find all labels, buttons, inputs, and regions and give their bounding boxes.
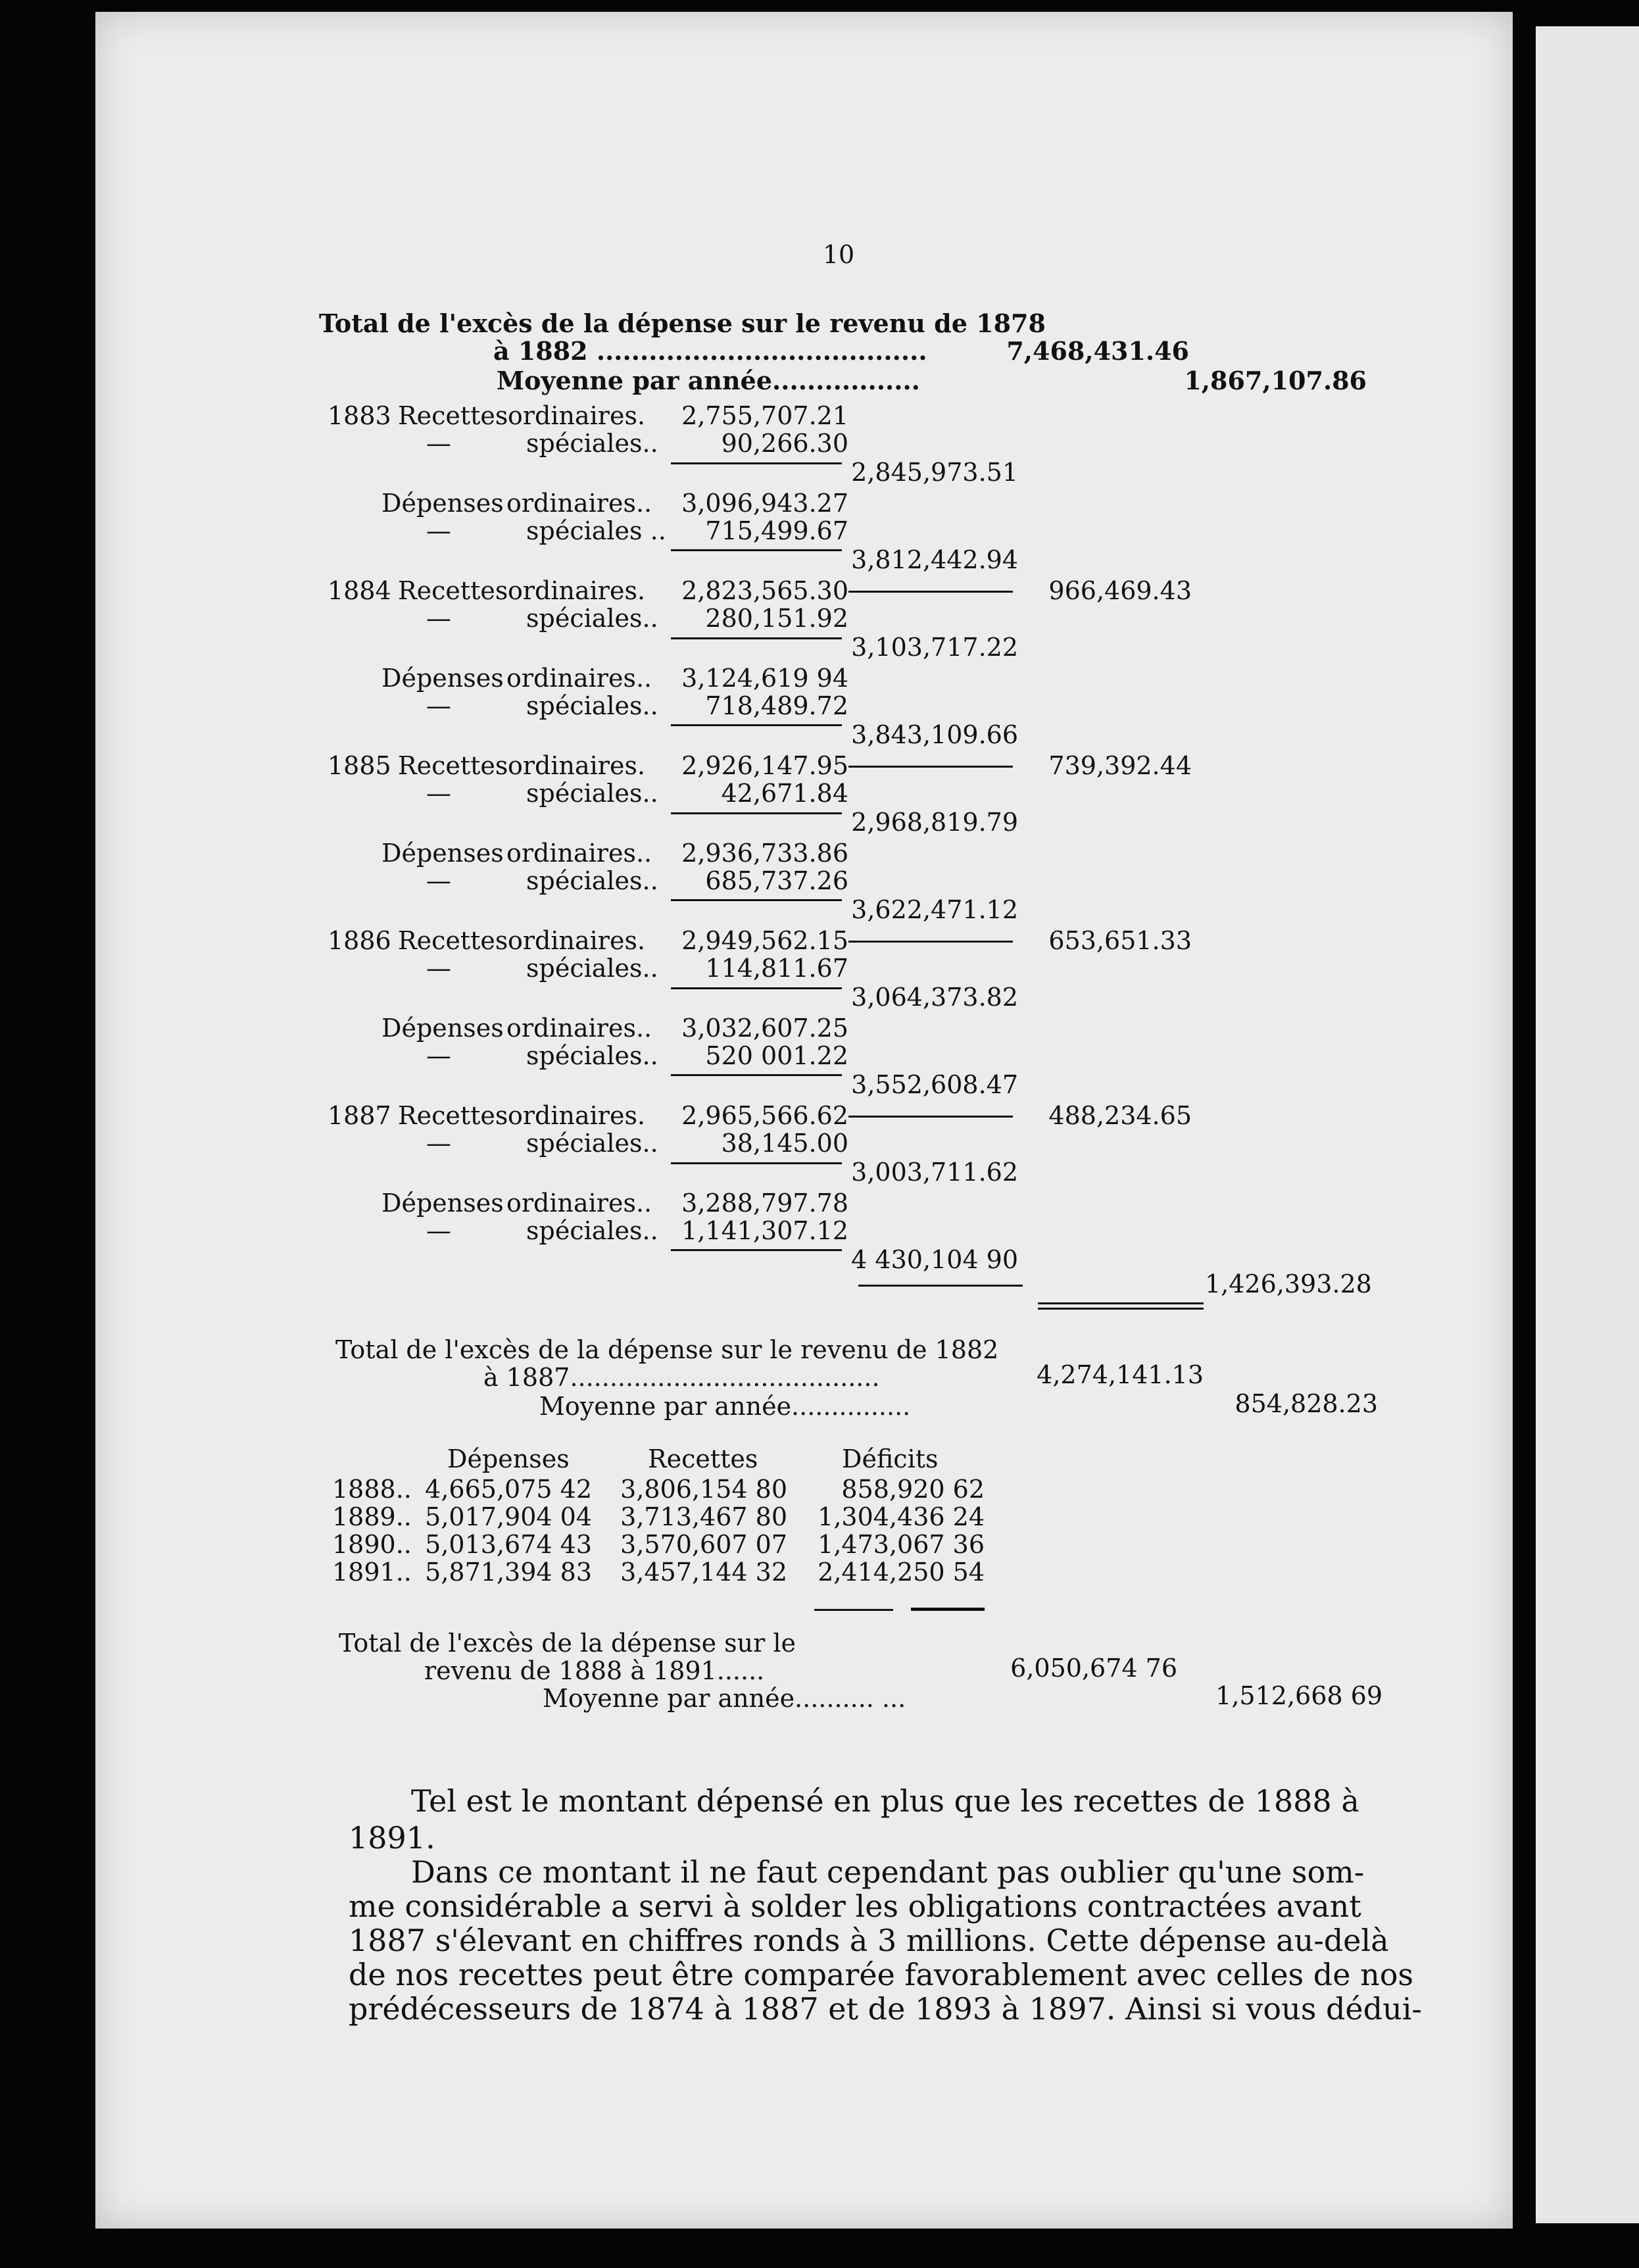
ledger-subtotal-rule: [671, 462, 842, 464]
ledger-subtotal-rule: [671, 1249, 842, 1251]
ledger-recettes-total: 2,968,819.79: [851, 808, 1018, 837]
ledger-depenses-ordinaires-label: ordinaires..: [506, 839, 652, 868]
deficit-leader-rule: [848, 941, 1013, 943]
ledger-depenses-total: 3,843,109.66: [851, 720, 1018, 749]
adjacent-page-edge: [1536, 26, 1639, 2223]
double-rule: [1038, 1308, 1204, 1310]
summary-1878-moyenne-label: Moyenne par année.................: [497, 366, 920, 395]
ledger-recettes-total: 2,845,973.51: [851, 458, 1018, 487]
ledger-dash: —: [426, 691, 451, 720]
ledger-recettes-speciales-value: 42,671.84: [721, 779, 848, 808]
table-row-deficits: 858,920 62: [841, 1475, 985, 1504]
ledger-subtotal-rule: [671, 899, 842, 901]
ledger-recettes-total: 3,103,717.22: [851, 633, 1018, 662]
ledger-deficit-1887: 1,426,393.28: [1205, 1270, 1372, 1298]
table-header-recettes: Recettes: [648, 1444, 758, 1473]
ledger-recettes-speciales-label: spéciales..: [526, 1129, 658, 1158]
ledger-depenses-speciales-label: spéciales..: [526, 1041, 658, 1070]
summary-1882-line2: à 1887.......................................: [483, 1363, 880, 1392]
ledger-year: 1883: [328, 401, 391, 430]
body-text-line: me considérable a servi à solder les obligations contractées avant: [349, 1888, 1361, 1924]
ledger-recettes-label: Recettes: [398, 1101, 508, 1130]
ledger-depenses-total: 3,552,608.47: [851, 1070, 1018, 1099]
body-text-line: 1891.: [349, 1820, 435, 1856]
ledger-depenses-speciales-value: 520 001.22: [705, 1041, 848, 1070]
ledger-year: 1887: [328, 1101, 391, 1130]
ledger-recettes-label: Recettes: [398, 926, 508, 955]
double-rule: [1038, 1302, 1204, 1304]
table-row-recettes: 3,570,607 07: [620, 1530, 787, 1559]
ledger-dash: —: [426, 429, 451, 458]
ledger-year: 1886: [328, 926, 391, 955]
ledger-depenses-label: Dépenses: [381, 664, 504, 693]
ledger-recettes-label: Recettes: [398, 576, 508, 605]
ledger-dash: —: [426, 1041, 451, 1070]
summary-1878-total: 7,468,431.46: [1006, 336, 1189, 366]
ledger-deficit: 488,234.65: [1048, 1101, 1192, 1130]
ledger-dash: —: [426, 604, 451, 633]
ledger-deficit: 739,392.44: [1048, 751, 1192, 780]
ledger-recettes-ordinaires-label: ordinaires.: [508, 401, 646, 430]
table-total-rule: [814, 1609, 893, 1611]
body-text-line: de nos recettes peut être comparée favorablement avec celles de nos: [349, 1957, 1414, 1992]
ledger-dash: —: [426, 779, 451, 808]
ledger-recettes-label: Recettes: [398, 401, 508, 430]
ledger-depenses-label: Dépenses: [381, 1189, 504, 1218]
deficit-leader-rule: [858, 1285, 1023, 1287]
ledger-recettes-speciales-value: 90,266.30: [721, 429, 848, 458]
ledger-subtotal-rule: [671, 812, 842, 814]
body-text-line: Dans ce montant il ne faut cependant pas oublier qu'une som-: [411, 1854, 1365, 1890]
ledger-deficit: 653,651.33: [1048, 926, 1192, 955]
ledger-recettes-speciales-label: spéciales..: [526, 954, 658, 983]
ledger-recettes-ordinaires-value: 2,926,147.95: [681, 751, 848, 780]
ledger-depenses-ordinaires-value: 3,288,797.78: [681, 1189, 848, 1218]
table-row-deficits: 1,304,436 24: [818, 1502, 985, 1531]
body-text-line: 1887 s'élevant en chiffres ronds à 3 millions. Cette dépense au-delà: [349, 1923, 1389, 1958]
summary-1882-line1: Total de l'excès de la dépense sur le revenu de 1882: [335, 1335, 999, 1364]
summary-1888-total: 6,050,674 76: [1010, 1654, 1177, 1683]
ledger-depenses-speciales-label: spéciales ..: [526, 516, 666, 545]
ledger-depenses-speciales-label: spéciales..: [526, 866, 658, 895]
table-row-depenses: 5,017,904 04: [425, 1502, 592, 1531]
summary-1878-line1: Total de l'excès de la dépense sur le revenu de 1878: [319, 308, 1046, 338]
table-row-year: 1890..: [332, 1530, 412, 1559]
table-row-year: 1891..: [332, 1558, 412, 1587]
table-header-depenses: Dépenses: [447, 1444, 570, 1473]
table-header-deficits: Déficits: [842, 1444, 939, 1473]
ledger-depenses-ordinaires-value: 2,936,733.86: [681, 839, 848, 868]
table-total-rule: [911, 1608, 985, 1611]
summary-1882-total: 4,274,141.13: [1037, 1360, 1204, 1389]
ledger-depenses-ordinaires-label: ordinaires..: [506, 489, 652, 518]
ledger-recettes-speciales-label: spéciales..: [526, 604, 658, 633]
table-row-depenses: 5,013,674 43: [425, 1530, 592, 1559]
ledger-recettes-ordinaires-value: 2,949,562.15: [681, 926, 848, 955]
table-row-recettes: 3,713,467 80: [620, 1502, 787, 1531]
ledger-subtotal-rule: [671, 724, 842, 726]
ledger-subtotal-rule: [671, 637, 842, 639]
ledger-depenses-ordinaires-value: 3,032,607.25: [681, 1014, 848, 1043]
ledger-recettes-speciales-value: 38,145.00: [721, 1129, 848, 1158]
ledger-recettes-speciales-label: spéciales..: [526, 429, 658, 458]
ledger-recettes-speciales-value: 280,151.92: [705, 604, 848, 633]
ledger-depenses-ordinaires-value: 3,124,619 94: [681, 664, 848, 693]
ledger-depenses-label: Dépenses: [381, 839, 504, 868]
ledger-depenses-ordinaires-label: ordinaires..: [506, 664, 652, 693]
summary-1888-line2: revenu de 1888 à 1891......: [424, 1656, 765, 1685]
ledger-dash: —: [426, 516, 451, 545]
table-row-depenses: 4,665,075 42: [425, 1475, 592, 1504]
ledger-depenses-total: 3,622,471.12: [851, 895, 1018, 924]
ledger-depenses-speciales-value: 1,141,307.12: [681, 1216, 848, 1245]
ledger-depenses-ordinaires-label: ordinaires..: [506, 1014, 652, 1043]
ledger-recettes-total: 3,064,373.82: [851, 983, 1018, 1012]
ledger-recettes-ordinaires-value: 2,965,566.62: [681, 1101, 848, 1130]
table-row-deficits: 2,414,250 54: [818, 1558, 985, 1587]
ledger-depenses-speciales-value: 715,499.67: [705, 516, 848, 545]
ledger-deficit: 966,469.43: [1048, 576, 1192, 605]
ledger-dash: —: [426, 1129, 451, 1158]
ledger-depenses-ordinaires-value: 3,096,943.27: [681, 489, 848, 518]
ledger-recettes-total: 3,003,711.62: [851, 1158, 1018, 1187]
table-row-recettes: 3,457,144 32: [620, 1558, 787, 1587]
summary-1882-moyenne: 854,828.23: [1235, 1389, 1378, 1418]
ledger-depenses-total: 3,812,442.94: [851, 545, 1018, 574]
ledger-depenses-label: Dépenses: [381, 1014, 504, 1043]
ledger-depenses-total: 4 430,104 90: [851, 1245, 1018, 1274]
table-row-year: 1889..: [332, 1502, 412, 1531]
deficit-leader-rule: [848, 591, 1013, 593]
summary-1888-moyenne-label: Moyenne par année.......... ...: [543, 1684, 906, 1713]
ledger-subtotal-rule: [671, 1074, 842, 1076]
summary-1882-moyenne-label: Moyenne par année...............: [539, 1392, 911, 1421]
page-number: 10: [822, 240, 855, 269]
summary-1888-moyenne: 1,512,668 69: [1215, 1681, 1382, 1710]
ledger-recettes-label: Recettes: [398, 751, 508, 780]
ledger-depenses-speciales-label: spéciales..: [526, 1216, 658, 1245]
ledger-depenses-speciales-label: spéciales..: [526, 691, 658, 720]
ledger-recettes-ordinaires-label: ordinaires.: [508, 751, 646, 780]
ledger-recettes-ordinaires-value: 2,823,565.30: [681, 576, 848, 605]
summary-1888-line1: Total de l'excès de la dépense sur le: [339, 1629, 796, 1658]
ledger-recettes-ordinaires-value: 2,755,707.21: [681, 401, 848, 430]
ledger-dash: —: [426, 954, 451, 983]
ledger-depenses-label: Dépenses: [381, 489, 504, 518]
table-row-deficits: 1,473,067 36: [818, 1530, 985, 1559]
deficit-leader-rule: [848, 766, 1013, 768]
ledger-year: 1885: [328, 751, 391, 780]
body-text-line: Tel est le montant dépensé en plus que les recettes de 1888 à: [411, 1783, 1359, 1819]
deficit-leader-rule: [848, 1116, 1013, 1118]
table-row-recettes: 3,806,154 80: [620, 1475, 787, 1504]
ledger-subtotal-rule: [671, 1162, 842, 1164]
ledger-recettes-speciales-value: 114,811.67: [705, 954, 848, 983]
ledger-dash: —: [426, 866, 451, 895]
ledger-recettes-ordinaires-label: ordinaires.: [508, 576, 646, 605]
ledger-recettes-speciales-label: spéciales..: [526, 779, 658, 808]
ledger-depenses-ordinaires-label: ordinaires..: [506, 1189, 652, 1218]
table-row-year: 1888..: [332, 1475, 412, 1504]
ledger-dash: —: [426, 1216, 451, 1245]
summary-1878-line2: à 1882 ......................................: [493, 336, 927, 366]
ledger-recettes-ordinaires-label: ordinaires.: [508, 1101, 646, 1130]
ledger-recettes-ordinaires-label: ordinaires.: [508, 926, 646, 955]
summary-1878-moyenne: 1,867,107.86: [1184, 366, 1367, 395]
table-row-depenses: 5,871,394 83: [425, 1558, 592, 1587]
ledger-subtotal-rule: [671, 987, 842, 989]
ledger-subtotal-rule: [671, 549, 842, 551]
ledger-depenses-speciales-value: 685,737.26: [705, 866, 848, 895]
ledger-depenses-speciales-value: 718,489.72: [705, 691, 848, 720]
body-text-line: prédécesseurs de 1874 à 1887 et de 1893 à 1897. Ainsi si vous dédui-: [349, 1991, 1422, 2027]
ledger-year: 1884: [328, 576, 391, 605]
